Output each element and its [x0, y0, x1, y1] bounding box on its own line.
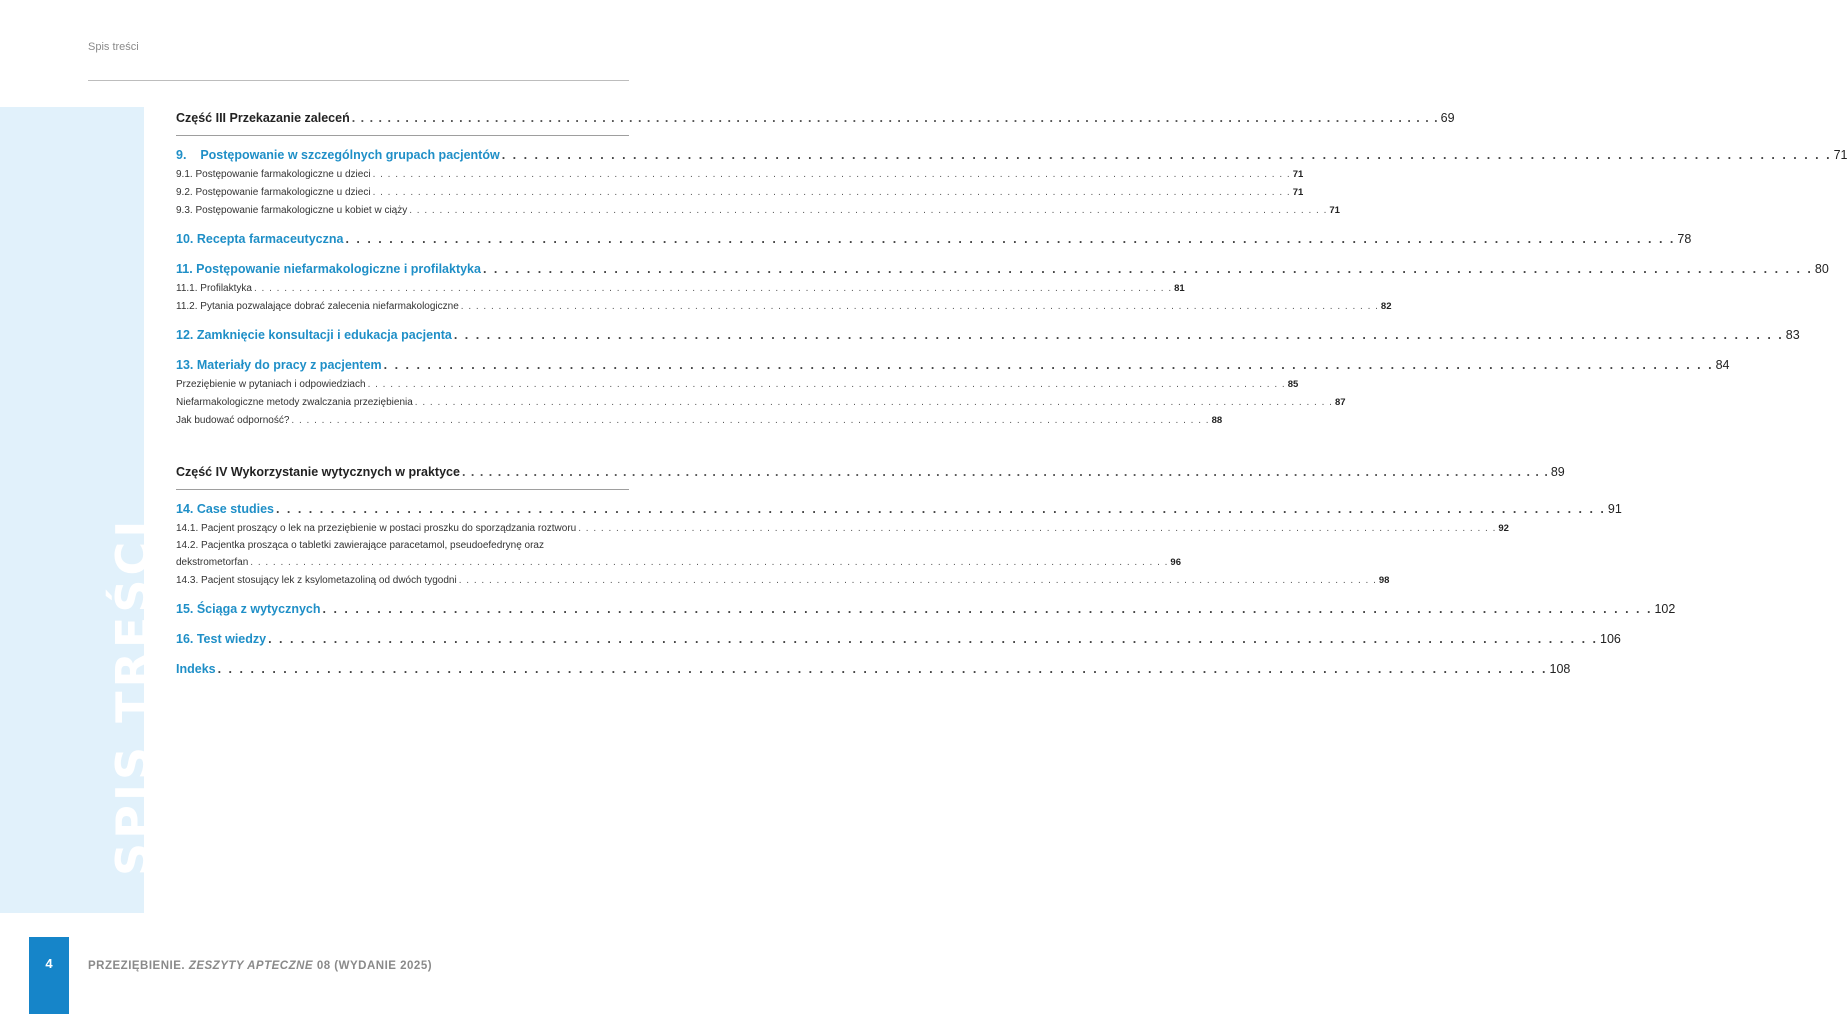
toc-chapter-14[interactable] [176, 499, 1622, 520]
toc-chapter-13[interactable] [176, 355, 1730, 376]
toc-group-part-3 [176, 108, 1455, 136]
toc-page: 71 [1833, 148, 1848, 162]
toc-leader: . . . . . . . . . . . . . . . . . . . . . . . . . . . . . . . . . . . . . . . . . . . . . . . . . . . . . . . . . . . . . . . . . . . . . . . . . . . . . . . . . . . . . . . . . . . . . . . . . . . . . . . . . . . . . . . . . . . . . . . . . . [461, 465, 1549, 479]
table-of-contents [176, 108, 1848, 686]
toc-leader: . . . . . . . . . . . . . . . . . . . . . . . . . . . . . . . . . . . . . . . . . . . . . . . . . . . . . . . . . . . . . . . . . . . . . . . . . . . . . . . . . . . . . . . . . . . . . . . . . . . . . . . . . . . . . . . . . . . . . . . . . . [322, 602, 1653, 616]
toc-leader: . . . . . . . . . . . . . . . . . . . . . . . . . . . . . . . . . . . . . . . . . . . . . . . . . . . . . . . . . . . . . . . . . . . . . . . . . . . . . . . . . . . . . . . . . . . . . . . . . . . . . . . . . . . . . . . . . . . . . . . . . . [250, 557, 1169, 568]
toc-leader: . . . . . . . . . . . . . . . . . . . . . . . . . . . . . . . . . . . . . . . . . . . . . . . . . . . . . . . . . . . . . . . . . . . . . . . . . . . . . . . . . . . . . . . . . . . . . . . . . . . . . . . . . . . . . . . . . . . . . . . . . . [345, 232, 1676, 246]
toc-label: 16. Test wiedzy [176, 632, 267, 646]
toc-label: 14.2. Pacjentka prosząca o tabletki zawierające paracetamol, pseudoefedrynę oraz [176, 540, 544, 551]
toc-part-3[interactable] [176, 108, 1455, 129]
toc-group-part-4 [176, 462, 1565, 490]
footer-page-number: 4 [45, 956, 53, 971]
toc-part-4[interactable] [176, 462, 1565, 483]
toc-section-9-3[interactable] [176, 202, 1340, 220]
toc-leader: . . . . . . . . . . . . . . . . . . . . . . . . . . . . . . . . . . . . . . . . . . . . . . . . . . . . . . . . . . . . . . . . . . . . . . . . . . . . . . . . . . . . . . . . . . . . . . . . . . . . . . . . . . . . . . . . . . . . . . . . . . [453, 328, 1784, 342]
toc-index[interactable] [176, 659, 1571, 680]
toc-leader: . . . . . . . . . . . . . . . . . . . . . . . . . . . . . . . . . . . . . . . . . . . . . . . . . . . . . . . . . . . . . . . . . . . . . . . . . . . . . . . . . . . . . . . . . . . . . . . . . . . . . . . . . . . . . . . . . . . . . . . . . . [372, 187, 1291, 198]
toc-page: 71 [1329, 205, 1340, 216]
toc-chapter-15[interactable] [176, 599, 1676, 620]
toc-label: 9.2. Postępowanie farmakologiczne u dzieci [176, 187, 371, 198]
part-spacer [176, 436, 629, 462]
toc-leader: . . . . . . . . . . . . . . . . . . . . . . . . . . . . . . . . . . . . . . . . . . . . . . . . . . . . . . . . . . . . . . . . . . . . . . . . . . . . . . . . . . . . . . . . . . . . . . . . . . . . . . . . . . . . . . . . . . . . . . . . . . [414, 397, 1333, 408]
toc-section-14-1[interactable] [176, 520, 1509, 538]
toc-section-14-3[interactable] [176, 572, 1390, 590]
toc-label: Przeziębienie w pytaniach i odpowiedziach [176, 379, 366, 390]
toc-label: 11.2. Pytania pozwalające dobrać zalecenia niefarmakologiczne [176, 301, 459, 312]
toc-leader: . . . . . . . . . . . . . . . . . . . . . . . . . . . . . . . . . . . . . . . . . . . . . . . . . . . . . . . . . . . . . . . . . . . . . . . . . . . . . . . . . . . . . . . . . . . . . . . . . . . . . . . . . . . . . . . . . . . . . . . . . . [501, 148, 1832, 162]
toc-page: 96 [1170, 557, 1181, 568]
toc-page: 108 [1549, 662, 1571, 676]
toc-page: 89 [1550, 465, 1565, 479]
toc-chapter-12[interactable] [176, 325, 1800, 346]
toc-label: Jak budować odporność? [176, 415, 290, 426]
toc-page: 102 [1654, 602, 1676, 616]
toc-section-11-1[interactable] [176, 280, 1185, 298]
toc-section-14-2[interactable] [176, 554, 1181, 572]
toc-leader: . . . . . . . . . . . . . . . . . . . . . . . . . . . . . . . . . . . . . . . . . . . . . . . . . . . . . . . . . . . . . . . . . . . . . . . . . . . . . . . . . . . . . . . . . . . . . . . . . . . . . . . . . . . . . . . . . . . . . . . . . . [578, 523, 1497, 534]
footer-publication-title [88, 960, 432, 972]
toc-leader: . . . . . . . . . . . . . . . . . . . . . . . . . . . . . . . . . . . . . . . . . . . . . . . . . . . . . . . . . . . . . . . . . . . . . . . . . . . . . . . . . . . . . . . . . . . . . . . . . . . . . . . . . . . . . . . . . . . . . . . . . . [458, 575, 1377, 586]
toc-leader: . . . . . . . . . . . . . . . . . . . . . . . . . . . . . . . . . . . . . . . . . . . . . . . . . . . . . . . . . . . . . . . . . . . . . . . . . . . . . . . . . . . . . . . . . . . . . . . . . . . . . . . . . . . . . . . . . . . . . . . . . . [460, 301, 1379, 312]
toc-page: 87 [1334, 397, 1346, 408]
toc-section-9-2[interactable] [176, 184, 1304, 202]
toc-label: 15. Ściąga z wytycznych [176, 602, 321, 616]
toc-chapter-9[interactable] [176, 145, 1848, 166]
toc-leader: . . . . . . . . . . . . . . . . . . . . . . . . . . . . . . . . . . . . . . . . . . . . . . . . . . . . . . . . . . . . . . . . . . . . . . . . . . . . . . . . . . . . . . . . . . . . . . . . . . . . . . . . . . . . . . . . . . . . . . . . . . [367, 379, 1286, 390]
toc-label: 12. Zamknięcie konsultacji i edukacja pacjenta [176, 328, 452, 342]
footer-title-edition: 08 (WYDANIE 2025) [316, 960, 433, 972]
toc-leader: . . . . . . . . . . . . . . . . . . . . . . . . . . . . . . . . . . . . . . . . . . . . . . . . . . . . . . . . . . . . . . . . . . . . . . . . . . . . . . . . . . . . . . . . . . . . . . . . . . . . . . . . . . . . . . . . . . . . . . . . . . [409, 205, 1328, 216]
toc-page: 78 [1677, 232, 1692, 246]
toc-page: 81 [1174, 283, 1185, 294]
toc-page: 83 [1785, 328, 1800, 342]
toc-label: dekstrometorfan [176, 557, 249, 568]
toc-chapter-10[interactable] [176, 229, 1692, 250]
toc-leader: . . . . . . . . . . . . . . . . . . . . . . . . . . . . . . . . . . . . . . . . . . . . . . . . . . . . . . . . . . . . . . . . . . . . . . . . . . . . . . . . . . . . . . . . . . . . . . . . . . . . . . . . . . . . . . . . . . . . . . . . . . [268, 632, 1599, 646]
toc-page: 84 [1715, 358, 1730, 372]
toc-chapter-16[interactable] [176, 629, 1621, 650]
toc-leader: . . . . . . . . . . . . . . . . . . . . . . . . . . . . . . . . . . . . . . . . . . . . . . . . . . . . . . . . . . . . . . . . . . . . . . . . . . . . . . . . . . . . . . . . . . . . . . . . . . . . . . . . . . . . . . . . . . . . . . . . . . [275, 502, 1606, 516]
toc-label: Niefarmakologiczne metody zwalczania przeziębienia [176, 397, 413, 408]
toc-label: 9.1. Postępowanie farmakologiczne u dzieci [176, 169, 371, 180]
toc-page: 91 [1607, 502, 1622, 516]
toc-page: 82 [1380, 301, 1392, 312]
toc-leader: . . . . . . . . . . . . . . . . . . . . . . . . . . . . . . . . . . . . . . . . . . . . . . . . . . . . . . . . . . . . . . . . . . . . . . . . . . . . . . . . . . . . . . . . . . . . . . . . . . . . . . . . . . . . . . . . . . . . . . . . . . [383, 358, 1714, 372]
toc-group-part-4-chapters [176, 499, 1676, 686]
toc-label: 14.1. Pacjent proszący o lek na przeziębienie w postaci proszku do sporządzania roztworu [176, 523, 577, 534]
toc-group-part-3-chapters [176, 145, 1848, 436]
toc-chapter-11[interactable] [176, 259, 1829, 280]
toc-section-14-2-line-1[interactable] [176, 538, 629, 554]
toc-section-9-1[interactable] [176, 166, 1304, 184]
toc-page: 106 [1600, 632, 1621, 646]
toc-label: 10. Recepta farmaceutyczna [176, 232, 344, 246]
toc-page: 69 [1440, 111, 1455, 125]
toc-label: 11. Postępowanie niefarmakologiczne i profilaktyka [176, 262, 481, 276]
toc-section-11-2[interactable] [176, 298, 1392, 316]
toc-label: Część IV Wykorzystanie wytycznych w praktyce [176, 465, 460, 479]
toc-leader: . . . . . . . . . . . . . . . . . . . . . . . . . . . . . . . . . . . . . . . . . . . . . . . . . . . . . . . . . . . . . . . . . . . . . . . . . . . . . . . . . . . . . . . . . . . . . . . . . . . . . . . . . . . . . . . . . . . . . . . . . . [291, 415, 1210, 426]
toc-page: 85 [1287, 379, 1299, 390]
toc-page: 92 [1498, 523, 1509, 534]
footer-title-main: PRZEZIĘBIENIE. [88, 960, 186, 972]
toc-leader: . . . . . . . . . . . . . . . . . . . . . . . . . . . . . . . . . . . . . . . . . . . . . . . . . . . . . . . . . . . . . . . . . . . . . . . . . . . . . . . . . . . . . . . . . . . . . . . . . . . . . . . . . . . . . . . . . . . . . . . . . . [372, 169, 1291, 180]
toc-page: 80 [1814, 262, 1829, 276]
toc-leader: . . . . . . . . . . . . . . . . . . . . . . . . . . . . . . . . . . . . . . . . . . . . . . . . . . . . . . . . . . . . . . . . . . . . . . . . . . . . . . . . . . . . . . . . . . . . . . . . . . . . . . . . . . . . . . . . . . . . . . . . . . [217, 662, 1548, 676]
toc-page: 88 [1211, 415, 1223, 426]
toc-label: 11.1. Profilaktyka [176, 283, 252, 294]
toc-leader: . . . . . . . . . . . . . . . . . . . . . . . . . . . . . . . . . . . . . . . . . . . . . . . . . . . . . . . . . . . . . . . . . . . . . . . . . . . . . . . . . . . . . . . . . . . . . . . . . . . . . . . . . . . . . . . . . . . . . . . . . . [351, 111, 1439, 125]
toc-label: 9. Postępowanie w szczególnych grupach pacjentów [176, 148, 500, 162]
toc-leader: . . . . . . . . . . . . . . . . . . . . . . . . . . . . . . . . . . . . . . . . . . . . . . . . . . . . . . . . . . . . . . . . . . . . . . . . . . . . . . . . . . . . . . . . . . . . . . . . . . . . . . . . . . . . . . . . . . . . . . . . . . [253, 283, 1173, 294]
toc-page: 71 [1292, 187, 1304, 198]
running-head: Spis treści [88, 41, 139, 53]
toc-label: 14. Case studies [176, 502, 274, 516]
toc-leader: . . . . . . . . . . . . . . . . . . . . . . . . . . . . . . . . . . . . . . . . . . . . . . . . . . . . . . . . . . . . . . . . . . . . . . . . . . . . . . . . . . . . . . . . . . . . . . . . . . . . . . . . . . . . . . . . . . . . . . . . . . [482, 262, 1813, 276]
toc-section-13-a[interactable] [176, 376, 1299, 394]
footer-title-series: ZESZYTY APTECZNE [188, 960, 314, 972]
footer-page-box [29, 937, 69, 1014]
toc-label: Indeks [176, 662, 216, 676]
toc-page: 98 [1378, 575, 1390, 586]
side-title: SPIS TREŚCI [106, 516, 160, 876]
toc-label: 14.3. Pacjent stosujący lek z ksylometazoliną od dwóch tygodni [176, 575, 457, 586]
toc-label: 13. Materiały do pracy z pacjentem [176, 358, 382, 372]
toc-page: 71 [1292, 169, 1304, 180]
toc-label: 9.3. Postępowanie farmakologiczne u kobiet w ciąży [176, 205, 408, 216]
toc-section-13-b[interactable] [176, 394, 1346, 412]
toc-label: Część III Przekazanie zaleceń [176, 111, 350, 125]
toc-section-13-c[interactable] [176, 412, 1223, 430]
header-rule [88, 80, 629, 81]
